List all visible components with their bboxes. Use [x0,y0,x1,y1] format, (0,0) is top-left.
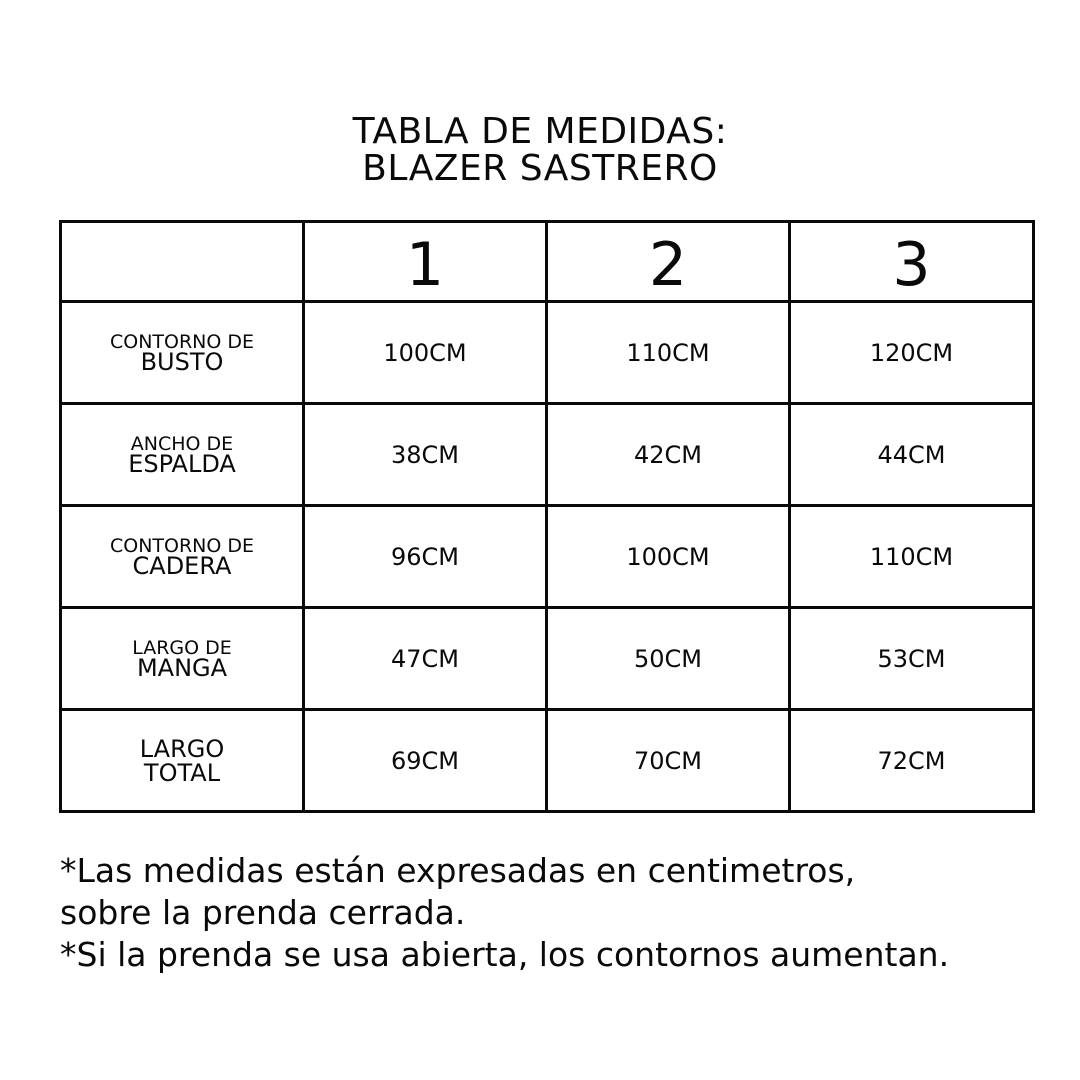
title-line-1: TABLA DE MEDIDAS: [352,111,728,152]
row-label-top: CONTORNO DE [109,330,255,353]
row-label-top: LARGO DE [132,636,232,659]
row-label [61,404,304,506]
size-header-3: 3 [790,222,1034,302]
row-label-bottom: ESPALDA [128,449,236,478]
value-cell: 110CM [547,302,790,404]
row-label-bottom: BUSTO [140,347,224,376]
value-cell: 53CM [790,608,1034,710]
footnotes [60,850,1050,976]
value-cell: 38CM [304,404,547,506]
size-header-2: 2 [547,222,790,302]
row-label-top: LARGO [139,734,225,763]
row-label-bottom: CADERA [132,551,232,580]
row-label [61,506,304,608]
value-cell: 100CM [547,506,790,608]
table-header-row [61,222,1034,302]
value-cell: 69CM [304,710,547,812]
row-label [61,608,304,710]
value-cell: 110CM [790,506,1034,608]
row-label-top: CONTORNO DE [109,534,255,557]
page-title [0,113,1080,187]
table-row [61,302,1034,404]
row-label-bottom: TOTAL [143,758,221,787]
value-cell: 70CM [547,710,790,812]
footnote-line: sobre la prenda cerrada. [60,893,466,932]
title-line-2: BLAZER SASTRERO [362,148,718,189]
table-row [61,506,1034,608]
value-cell: 42CM [547,404,790,506]
table-row [61,608,1034,710]
size-chart-table [59,220,1032,810]
value-cell: 72CM [790,710,1034,812]
footnote-line: *Si la prenda se usa abierta, los contornos aumentan. [60,935,950,974]
row-label-bottom: MANGA [136,653,228,682]
value-cell: 96CM [304,506,547,608]
value-cell: 50CM [547,608,790,710]
table-row [61,710,1034,812]
row-label [61,302,304,404]
size-header-1: 1 [304,222,547,302]
value-cell: 100CM [304,302,547,404]
value-cell: 47CM [304,608,547,710]
footnote-line: *Las medidas están expresadas en centimetros, [60,851,856,890]
row-label [61,710,304,812]
table-row [61,404,1034,506]
value-cell: 44CM [790,404,1034,506]
row-label-top: ANCHO DE [130,432,234,455]
value-cell: 120CM [790,302,1034,404]
header-empty-cell [61,222,304,302]
